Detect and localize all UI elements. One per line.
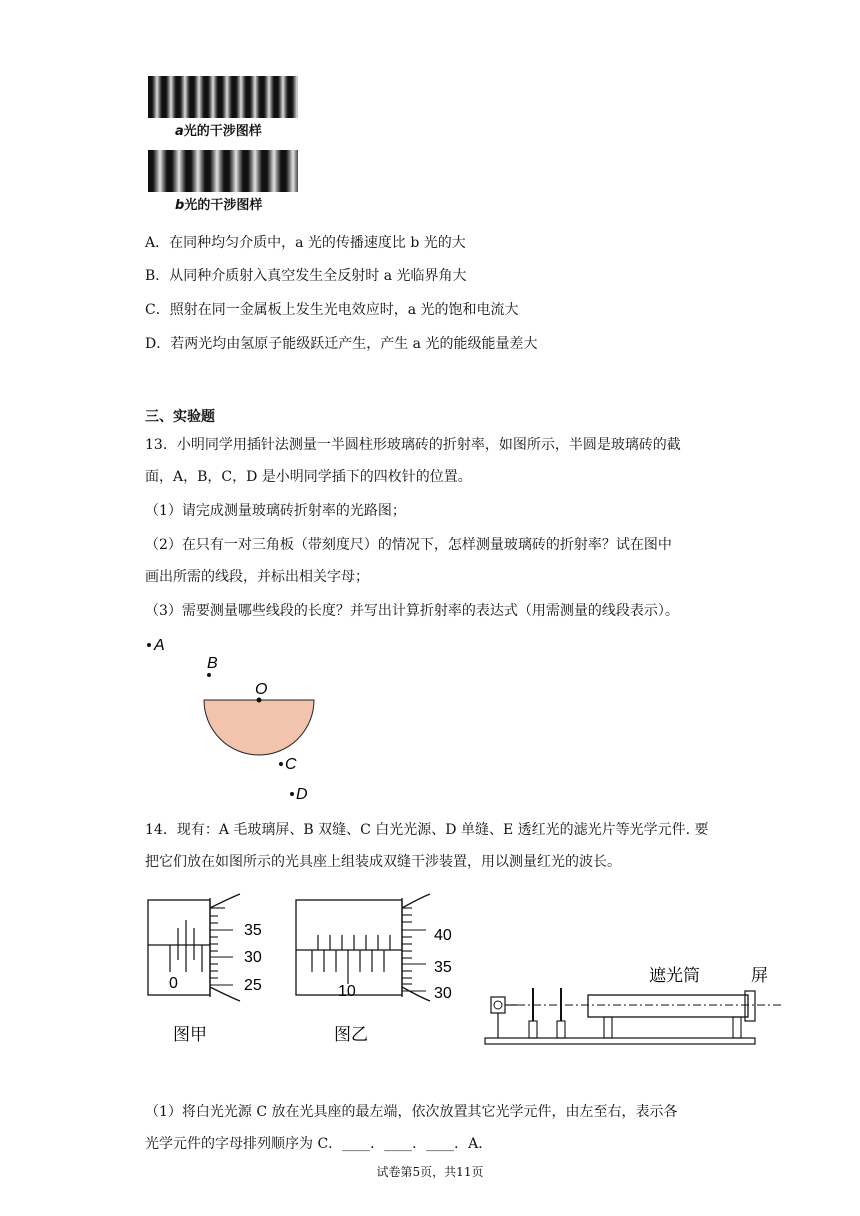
option-b: B．从同种介质射入真空发生全反射时 a 光临界角大	[145, 268, 467, 284]
pin-c	[279, 762, 283, 766]
label-d: D	[296, 786, 308, 803]
pin-b	[207, 673, 211, 677]
micrometer-yi	[292, 890, 467, 1050]
q14-stem-line1: 14．现有：A 毛玻璃屏、B 双缝、C 白光光源、D 单缝、E 透红光的滤光片等光学元件. 要	[145, 822, 709, 838]
option-a: A．在同种均匀介质中，a 光的传播速度比 b 光的大	[145, 235, 466, 251]
q13-sub2-line1: （2）在只有一对三角板（带刻度尺）的情况下，怎样测量玻璃砖的折射率？试在图中	[145, 537, 672, 553]
yi-tick-40: 40	[434, 927, 452, 944]
q13-sub2-line2: 画出所需的线段，并标出相关字母；	[145, 569, 369, 585]
a-light-caption	[175, 120, 262, 139]
label-a: A	[154, 637, 165, 654]
q14-sub1-line2: 光学元件的字母排列顺序为 C．____．____．____．A．	[145, 1136, 493, 1152]
yi-caption: 图乙	[334, 1025, 368, 1044]
jia-tick-25: 25	[244, 977, 262, 994]
q13-stem-line2: 面，A，B，C，D 是小明同学插下的四枚针的位置。	[145, 469, 472, 485]
caption-text-a: 光的干涉图样	[183, 124, 262, 139]
yi-tick-35: 35	[434, 959, 452, 976]
yi-tick-30: 30	[434, 985, 452, 1002]
b-light-caption	[175, 194, 262, 213]
label-o: O	[255, 681, 268, 698]
caption-letter-a: a	[175, 124, 184, 139]
q13-sub1: （1）请完成测量玻璃砖折射率的光路图；	[145, 503, 406, 519]
micrometer-jia	[145, 890, 280, 1050]
caption-text-b: 光的干涉图样	[184, 198, 263, 213]
jia-main-0: 0	[169, 975, 178, 992]
optical-bench-figure	[483, 955, 788, 1050]
pin-d	[290, 792, 294, 796]
yi-main-10: 10	[338, 983, 356, 1000]
option-c: C．照射在同一金属板上发生光电效应时，a 光的饱和电流大	[145, 302, 519, 318]
jia-tick-30: 30	[244, 949, 262, 966]
label-c: C	[285, 756, 297, 773]
shading-tube	[588, 995, 748, 1017]
option-d: D．若两光均由氢原子能级跃迁产生，产生 a 光的能级能量差大	[145, 336, 538, 352]
glass-brick-figure	[140, 632, 340, 807]
semicircle-glass	[204, 700, 314, 755]
q14-sub1-line1: （1）将白光光源 C 放在光具座的最左端，依次放置其它光学元件，由左至右，表示各	[145, 1104, 678, 1120]
jia-tick-35: 35	[244, 922, 262, 939]
pin-a	[147, 643, 151, 647]
light-source	[491, 997, 505, 1013]
q13-sub3: （3）需要测量哪些线段的长度？并写出计算折射率的表达式（用需测量的线段表示）。	[145, 603, 679, 619]
q14-stem-line2: 把它们放在如图所示的光具座上组装成双缝干涉装置，用以测量红光的波长。	[145, 854, 621, 870]
screen-label: 屏	[751, 966, 768, 985]
a-light-interference-image	[148, 76, 298, 118]
q13-stem-line1: 13．小明同学用插针法测量一半圆柱形玻璃砖的折射率，如图所示，半圆是玻璃砖的截	[145, 437, 681, 453]
section-heading: 三、实验题	[145, 409, 215, 425]
page-footer: 试卷第5页，共11页	[376, 1165, 484, 1179]
tube-label: 遮光筒	[649, 966, 700, 985]
bench-rail	[485, 1038, 755, 1044]
caption-letter-b: b	[175, 198, 185, 213]
jia-caption: 图甲	[173, 1025, 207, 1044]
label-b: B	[207, 655, 218, 672]
b-light-interference-image	[148, 150, 298, 192]
center-o	[257, 698, 262, 703]
